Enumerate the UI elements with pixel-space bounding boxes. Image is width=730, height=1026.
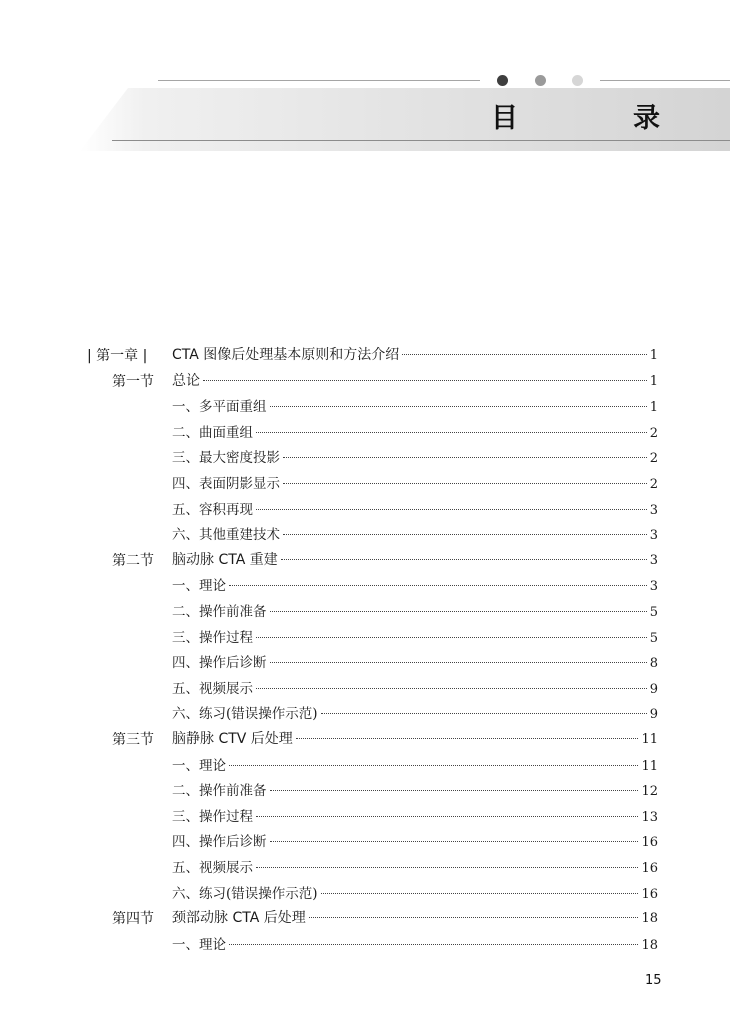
toc-entry[interactable] <box>172 446 658 466</box>
toc-row <box>0 852 730 878</box>
toc-entry-title: 六、练习(错误操作示范) <box>172 706 318 723</box>
toc-entry-page: 18 <box>641 911 658 927</box>
chapter-label: | 第一章 | <box>87 348 148 364</box>
toc-entry-page: 2 <box>649 451 658 467</box>
header-line-right <box>600 80 730 81</box>
toc-entry-title: 六、其他重建技术 <box>172 527 280 544</box>
toc-row <box>0 622 730 648</box>
toc-entry[interactable] <box>172 805 658 825</box>
toc-row <box>0 724 730 750</box>
toc-entry-page: 3 <box>649 552 658 568</box>
toc-entry[interactable] <box>172 677 658 697</box>
dot-leader <box>402 354 646 355</box>
toc-row <box>0 698 730 724</box>
toc-entry-title: 二、操作前准备 <box>172 783 267 800</box>
toc-entry[interactable] <box>172 344 658 364</box>
dot-leader <box>203 380 647 381</box>
toc-entry[interactable] <box>172 907 658 927</box>
toc-entry[interactable] <box>172 626 658 646</box>
toc-entry-page: 9 <box>649 707 658 723</box>
dot-leader <box>270 841 639 842</box>
section-label: 第二节 <box>112 552 154 569</box>
toc-entry-page: 9 <box>649 681 658 697</box>
toc-row <box>0 903 730 929</box>
toc-entry-page: 8 <box>649 656 658 672</box>
toc-entry-page: 1 <box>649 373 658 389</box>
toc-row <box>0 801 730 827</box>
dot-leader <box>256 432 647 433</box>
toc-entry[interactable] <box>172 933 658 953</box>
toc-entry-title: 脑静脉 CTV 后处理 <box>172 731 293 747</box>
toc-entry-title: 一、理论 <box>172 757 226 774</box>
toc-entry-title: 四、表面阴影显示 <box>172 476 280 492</box>
toc-entry-title: 脑动脉 CTA 重建 <box>172 551 278 568</box>
section-label: 第一节 <box>112 373 154 390</box>
toc-entry-page: 3 <box>649 502 658 518</box>
dot-leader <box>256 509 647 510</box>
toc-entry[interactable] <box>172 779 658 799</box>
toc-entry[interactable] <box>172 498 658 518</box>
dot-leader <box>256 816 638 817</box>
toc-entry-page: 16 <box>641 886 658 902</box>
toc-entry[interactable] <box>172 421 658 441</box>
toc-row <box>0 647 730 673</box>
dot-leader <box>256 637 647 638</box>
toc-entry-title: 一、理论 <box>172 936 226 953</box>
dot-leader <box>270 611 647 612</box>
toc-entry[interactable] <box>172 651 658 671</box>
toc-entry-title: 一、理论 <box>172 578 226 595</box>
toc-row <box>0 391 730 417</box>
toc-entry-page: 2 <box>649 425 658 441</box>
toc-row <box>0 519 730 545</box>
toc-entry[interactable] <box>172 370 658 390</box>
toc-entry-title: 五、容积再现 <box>172 501 253 518</box>
toc-entry-title: 三、最大密度投影 <box>172 450 280 467</box>
decor-dot-mid <box>535 75 546 86</box>
banner-underline <box>112 140 730 141</box>
toc-row <box>0 929 730 955</box>
toc-entry[interactable] <box>172 600 658 620</box>
toc-entry-page: 12 <box>641 784 658 800</box>
dot-leader <box>256 867 638 868</box>
dot-leader <box>296 738 639 739</box>
toc-entry[interactable] <box>172 882 658 902</box>
toc-row <box>0 417 730 443</box>
dot-leader <box>270 406 647 407</box>
toc-entry-title: 颈部动脉 CTA 后处理 <box>172 910 306 927</box>
toc-entry-title: 五、视频展示 <box>172 680 253 697</box>
toc-entry[interactable] <box>172 574 658 594</box>
section-label: 第三节 <box>112 732 154 748</box>
toc-row <box>0 366 730 392</box>
toc-entry[interactable] <box>172 856 658 876</box>
toc-row <box>0 826 730 852</box>
toc-entry-title: 二、曲面重组 <box>172 424 253 441</box>
toc-row <box>0 545 730 571</box>
dot-leader <box>283 534 647 535</box>
toc-entry-page: 3 <box>649 528 658 544</box>
toc-entry-page: 1 <box>649 348 658 363</box>
toc-row <box>0 570 730 596</box>
toc-entry[interactable] <box>172 395 658 415</box>
toc-entry-title: 六、练习(错误操作示范) <box>172 885 318 902</box>
dot-leader <box>270 662 647 663</box>
toc-row <box>0 673 730 699</box>
toc-entry[interactable] <box>172 523 658 543</box>
dot-leader <box>283 457 647 458</box>
toc-entry[interactable] <box>172 702 658 722</box>
toc-entry-page: 11 <box>641 758 658 774</box>
dot-leader <box>229 585 647 586</box>
dot-leader <box>281 559 647 560</box>
toc-entry-page: 16 <box>641 861 658 876</box>
page-number: 15 <box>645 973 662 988</box>
decor-dot-light <box>572 75 583 86</box>
section-label: 第四节 <box>112 911 154 928</box>
toc-row <box>0 775 730 801</box>
toc-entry-title: 二、操作前准备 <box>172 604 267 620</box>
toc-entry-title: CTA 图像后处理基本原则和方法介绍 <box>172 347 400 363</box>
toc-entry[interactable] <box>172 830 658 850</box>
toc-entry-title: 总论 <box>172 372 200 389</box>
toc-row <box>0 340 730 366</box>
dot-leader <box>283 483 647 484</box>
toc-entry-page: 3 <box>649 579 658 595</box>
dot-leader <box>309 917 639 918</box>
toc-entry[interactable] <box>172 472 658 492</box>
toc-entry[interactable] <box>172 728 658 748</box>
toc-entry-page: 13 <box>641 809 658 825</box>
toc-entry-title: 五、视频展示 <box>172 860 253 876</box>
dot-leader <box>229 765 638 766</box>
toc-entry-page: 2 <box>649 477 658 492</box>
toc-entry-title: 四、操作后诊断 <box>172 655 267 672</box>
decor-dot-dark <box>497 75 508 86</box>
toc-entry-page: 16 <box>641 835 658 851</box>
toc-entry[interactable] <box>172 549 658 569</box>
toc-entry-title: 三、操作过程 <box>172 808 253 825</box>
toc-row <box>0 878 730 904</box>
toc-row <box>0 750 730 776</box>
toc-entry-title: 一、多平面重组 <box>172 399 267 416</box>
toc-row <box>0 442 730 468</box>
toc-row <box>0 468 730 494</box>
toc-entry-page: 1 <box>649 400 658 416</box>
toc-entry-page: 11 <box>641 732 658 747</box>
dot-leader <box>229 944 638 945</box>
dot-leader <box>321 893 639 894</box>
toc-row <box>0 494 730 520</box>
toc-entry-page: 18 <box>641 937 658 953</box>
dot-leader <box>270 790 639 791</box>
toc-entry-title: 四、操作后诊断 <box>172 834 267 851</box>
dot-leader <box>321 713 647 714</box>
toc-entry-title: 三、操作过程 <box>172 629 253 646</box>
toc-entry-page: 5 <box>649 630 658 646</box>
toc-entry[interactable] <box>172 754 658 774</box>
toc-entry-page: 5 <box>649 605 658 620</box>
header-line-left <box>158 80 480 81</box>
toc-row <box>0 596 730 622</box>
page-title: 目 录 <box>491 103 704 134</box>
dot-leader <box>256 688 647 689</box>
